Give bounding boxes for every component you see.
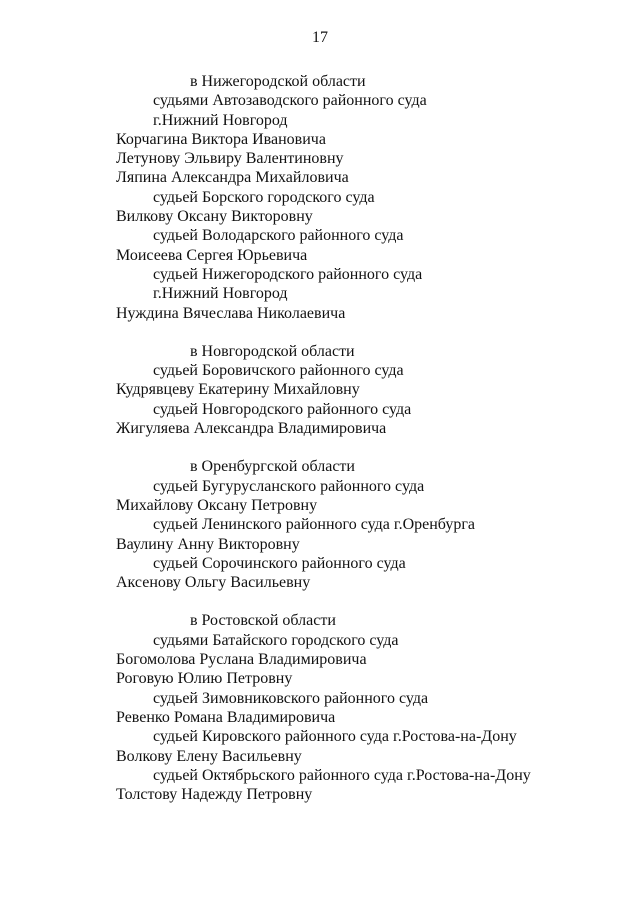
court-line: судьей Кировского районного суда г.Ростова-на-Дону — [153, 728, 517, 746]
region-section — [116, 72, 616, 323]
region-heading: в Оренбургской области — [190, 458, 355, 476]
judge-name: Аксенову Ольгу Васильевну — [116, 574, 311, 592]
judge-name: Нуждина Вячеслава Николаевича — [116, 304, 346, 322]
court-line: судьей Новгородского районного суда — [153, 400, 412, 418]
region-heading: в Новгородской области — [190, 342, 355, 360]
court-line: судьей Октябрьского районного суда г.Ростова-на-Дону — [153, 766, 531, 784]
region-heading: в Ростовской области — [190, 612, 336, 630]
court-line: судьей Сорочинского районного суда — [153, 554, 406, 572]
region-section — [116, 342, 616, 438]
court-line: судьями Автозаводского районного суда — [153, 92, 427, 110]
judge-name: Михайлову Оксану Петровну — [116, 496, 318, 514]
judge-name: Корчагина Виктора Ивановича — [116, 130, 326, 148]
judge-name: Вилкову Оксану Викторовну — [116, 208, 313, 226]
document-body — [116, 72, 616, 823]
region-heading: в Нижегородской области — [190, 73, 366, 90]
court-line: судьей Зимовниковского районного суда — [153, 689, 429, 707]
court-line: судьями Батайского городского суда — [153, 631, 399, 649]
court-line: судьей Ленинского районного суда г.Оренбурга — [153, 516, 475, 534]
judge-name: Ревенко Романа Владимировича — [116, 708, 336, 726]
judge-name: Богомолова Руслана Владимировича — [116, 651, 367, 669]
court-line: судьей Бугурусланского районного суда — [153, 477, 425, 495]
court-line: судьей Борского городского суда — [153, 188, 375, 206]
judge-name: Моисеева Сергея Юрьевича — [116, 246, 308, 264]
court-line: судьей Володарского районного суда — [153, 227, 404, 245]
judge-name: Ваулину Анну Викторовну — [116, 535, 300, 553]
region-section — [116, 457, 616, 592]
court-line: судьей Нижегородского районного суда — [153, 265, 423, 283]
judge-name: Жигуляева Александра Владимировича — [116, 420, 387, 438]
judge-name: Летунову Эльвиру Валентиновну — [116, 150, 344, 168]
judge-name: Кудрявцеву Екатерину Михайловну — [116, 381, 360, 399]
judge-name: Роговую Юлию Петровну — [116, 670, 293, 688]
page-number: 17 — [312, 29, 328, 46]
judge-name: Ляпина Александра Михайловича — [116, 169, 349, 187]
judge-name: Волкову Елену Васильевну — [116, 747, 302, 765]
court-line: г.Нижний Новгород — [153, 285, 288, 303]
court-line: судьей Боровичского районного суда — [153, 362, 404, 380]
region-section — [116, 611, 616, 804]
judge-name: Толстову Надежду Петровну — [116, 786, 313, 804]
court-line: г.Нижний Новгород — [153, 111, 288, 129]
